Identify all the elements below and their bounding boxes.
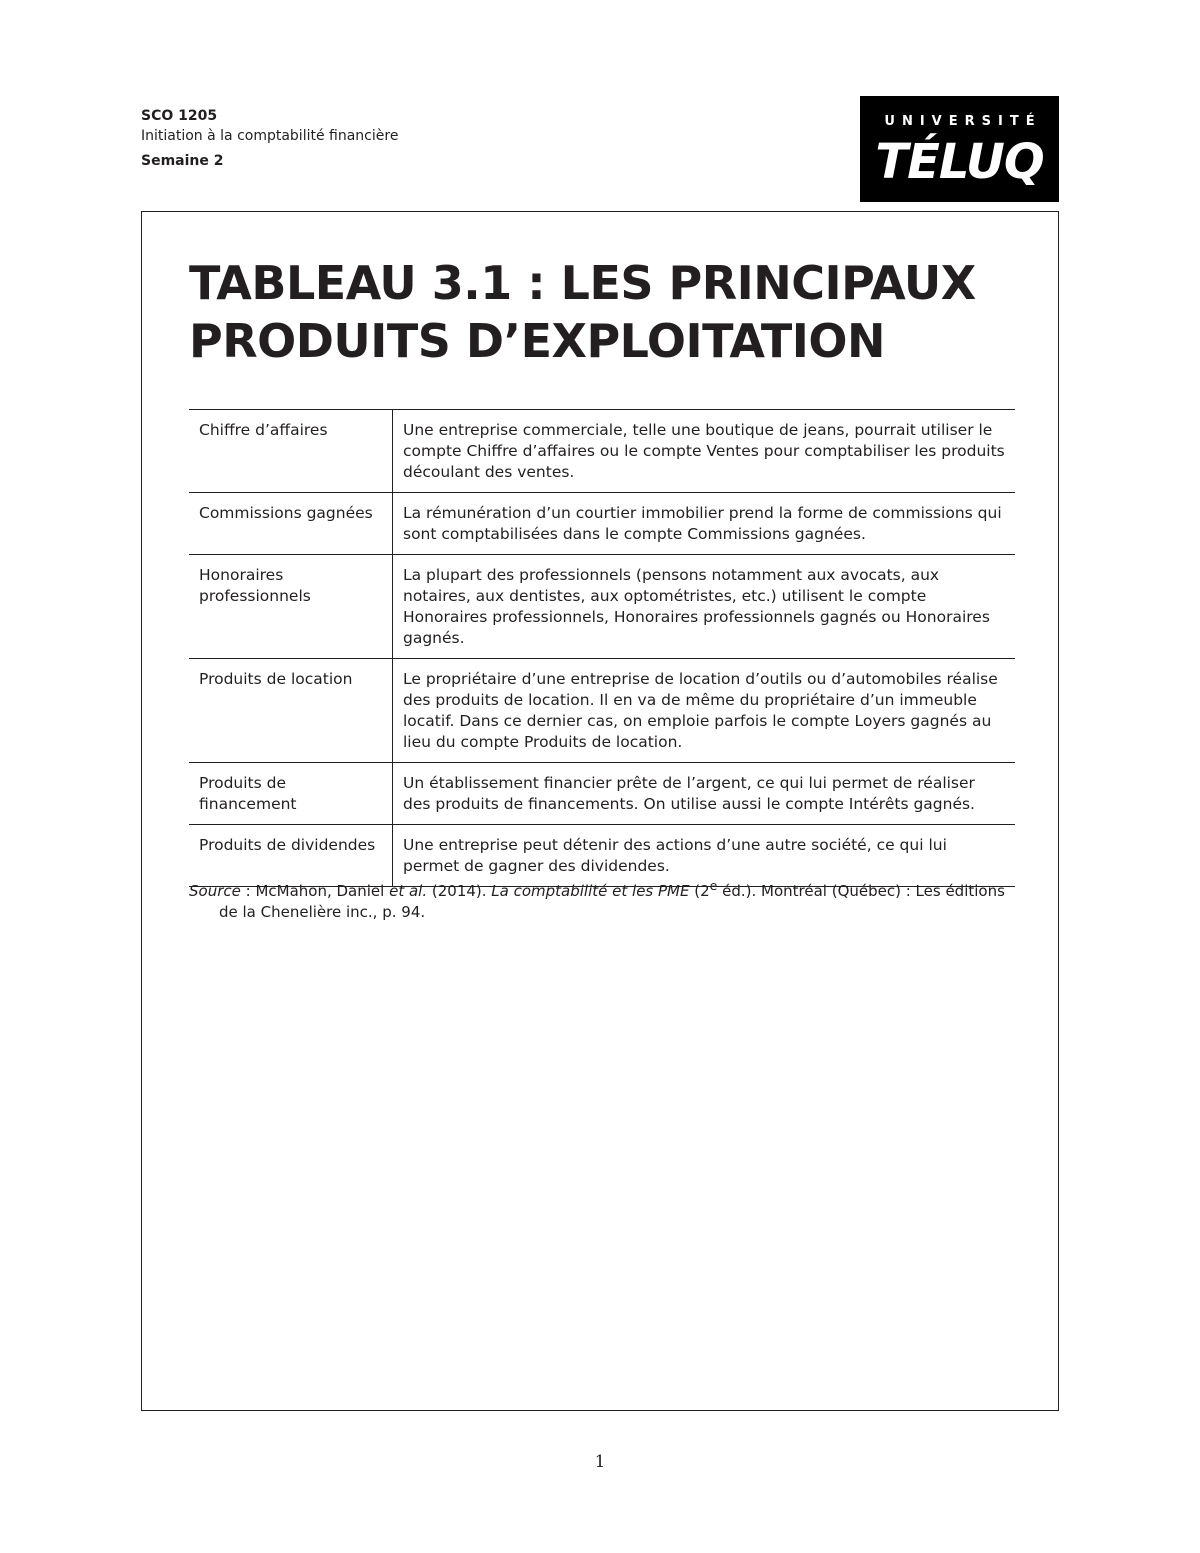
row-term: Produits de dividendes bbox=[189, 825, 393, 887]
table-row bbox=[189, 763, 1015, 825]
source-rest: éd.). Montréal (Québec) : Les éditions de la Chenelière inc., p. 94. bbox=[219, 882, 1005, 921]
course-code: SCO 1205 bbox=[141, 108, 218, 124]
row-term: Produits de financement bbox=[189, 763, 393, 825]
row-term: Chiffre d’affaires bbox=[189, 410, 393, 493]
teluq-logo bbox=[860, 96, 1059, 202]
source-citation bbox=[189, 875, 1015, 923]
content-frame bbox=[141, 211, 1059, 1411]
source-year: (2014). bbox=[427, 882, 492, 900]
row-description: Un établissement financier prête de l’argent, ce qui lui permet de réaliser des produits de financements. On utilise aussi le compte Intérêts gagnés. bbox=[393, 763, 1016, 825]
source-label: Source bbox=[189, 882, 241, 900]
table-row bbox=[189, 555, 1015, 659]
table-row bbox=[189, 410, 1015, 493]
table-row bbox=[189, 493, 1015, 555]
logo-top-text: UNIVERSITÉ bbox=[884, 114, 1042, 129]
course-week: Semaine 2 bbox=[141, 153, 224, 169]
source-edition-sup: e bbox=[709, 878, 718, 893]
row-description: La plupart des professionnels (pensons notamment aux avocats, aux notaires, aux dentistes, aux optométristes, etc.) utilisent le compte Honoraires professionnels, Honoraires professionnels gagnés ou Honoraires gagnés. bbox=[393, 555, 1016, 659]
row-description: La rémunération d’un courtier immobilier prend la forme de commissions qui sont comptabilisées dans le compte Commissions gagnées. bbox=[393, 493, 1016, 555]
document-title bbox=[189, 254, 989, 370]
row-description: Une entreprise peut détenir des actions d’une autre société, ce qui lui permet de gagner des dividendes. bbox=[393, 825, 1016, 887]
table-row bbox=[189, 659, 1015, 763]
source-et-al: et al. bbox=[389, 882, 428, 900]
source-book-title: La comptabilité et les PME bbox=[491, 882, 690, 900]
source-authors: : McMahon, Daniel bbox=[240, 882, 390, 900]
logo-main-text: TÉLUQ bbox=[875, 134, 1044, 190]
row-term: Produits de location bbox=[189, 659, 393, 763]
course-title: Initiation à la comptabilité financière bbox=[141, 128, 399, 144]
course-header bbox=[141, 106, 398, 171]
products-table bbox=[189, 409, 1015, 887]
row-term: Honoraires professionnels bbox=[189, 555, 393, 659]
row-term: Commissions gagnées bbox=[189, 493, 393, 555]
title-line-2: PRODUITS D’EXPLOITATION bbox=[189, 314, 885, 368]
row-description: Une entreprise commerciale, telle une boutique de jeans, pourrait utiliser le compte Chiffre d’affaires ou le compte Ventes pour comptabiliser les produits découlant des ventes. bbox=[393, 410, 1016, 493]
row-description: Le propriétaire d’une entreprise de location d’outils ou d’automobiles réalise des produits de location. Il en va de même du propriétaire d’un immeuble locatif. Dans ce dernier cas, on emploie parfois le compte Loyers gagnés au lieu du compte Produits de location. bbox=[393, 659, 1016, 763]
title-line-1: TABLEAU 3.1 : LES PRINCIPAUX bbox=[189, 256, 976, 310]
page-number: 1 bbox=[594, 1452, 606, 1472]
source-edition-prefix: (2 bbox=[689, 882, 710, 900]
